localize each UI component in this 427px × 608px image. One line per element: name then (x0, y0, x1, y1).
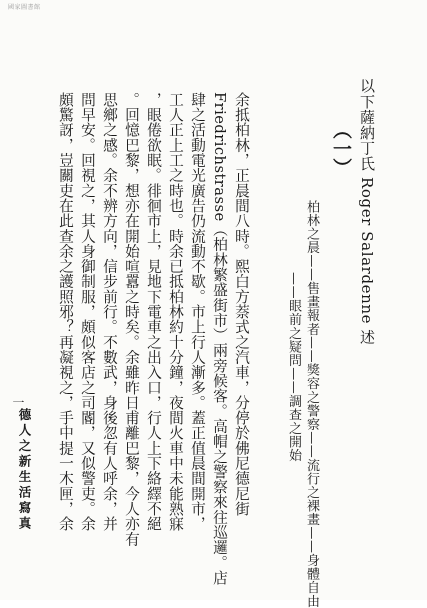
body-column-5: ，眼倦欲眠。徘徊市上，見地下電車之出入口，行人上下絡繹不絕 (145, 92, 162, 532)
page-number: 一 (11, 396, 25, 408)
body-column-8: 問早安。回視之，其人身御制服，頗似客店之司閽，又似警吏。余 (79, 92, 96, 532)
body-column-2: Friedrichstrasse（柏林繁盛街市）兩旁候客。高帽之警察來往巡邏。店 (211, 92, 228, 586)
byline: 以下薩納丁氏 Roger Salardenne 述 (358, 78, 376, 346)
body-column-9: 頗驚訝，豈關吏在此查余之護照邪？再凝視之，手中提一木匣，余 (57, 92, 74, 532)
body-column-3: 肆之活動電光廣告仍流動不歇。市上行人漸多。蓋正值晨間開市， (189, 92, 206, 532)
chapter-number: （一） (330, 120, 352, 177)
subtitle-line-2: ——眼前之疑問——調查之開始 (286, 272, 301, 463)
running-head: 德人之新生活寫真 (17, 408, 32, 532)
body-column-4: 工人正上工之時也。時余已抵柏林約十分鐘，夜間火車中未能熟寐 (167, 92, 184, 532)
body-column-7: 思鄉之感。余不辨方向，信步前行。不數武，身後忽有人呼余，并 (101, 92, 118, 532)
body-column-6: 。回憶巴黎，想亦在開始喧囂之時矣。余雖昨日甫離巴黎，今人亦有 (123, 92, 140, 547)
library-stamp: 國家圖書館 (8, 4, 41, 11)
body-column-1: 余抵柏林，正晨間八時。熙白方萘式之汽車，分停於佛尼德尼街 (233, 92, 250, 517)
subtitle-line-1: 柏林之晨——售畫報者——獎容之警察——流行之裸畫——身體自由 (304, 200, 319, 608)
